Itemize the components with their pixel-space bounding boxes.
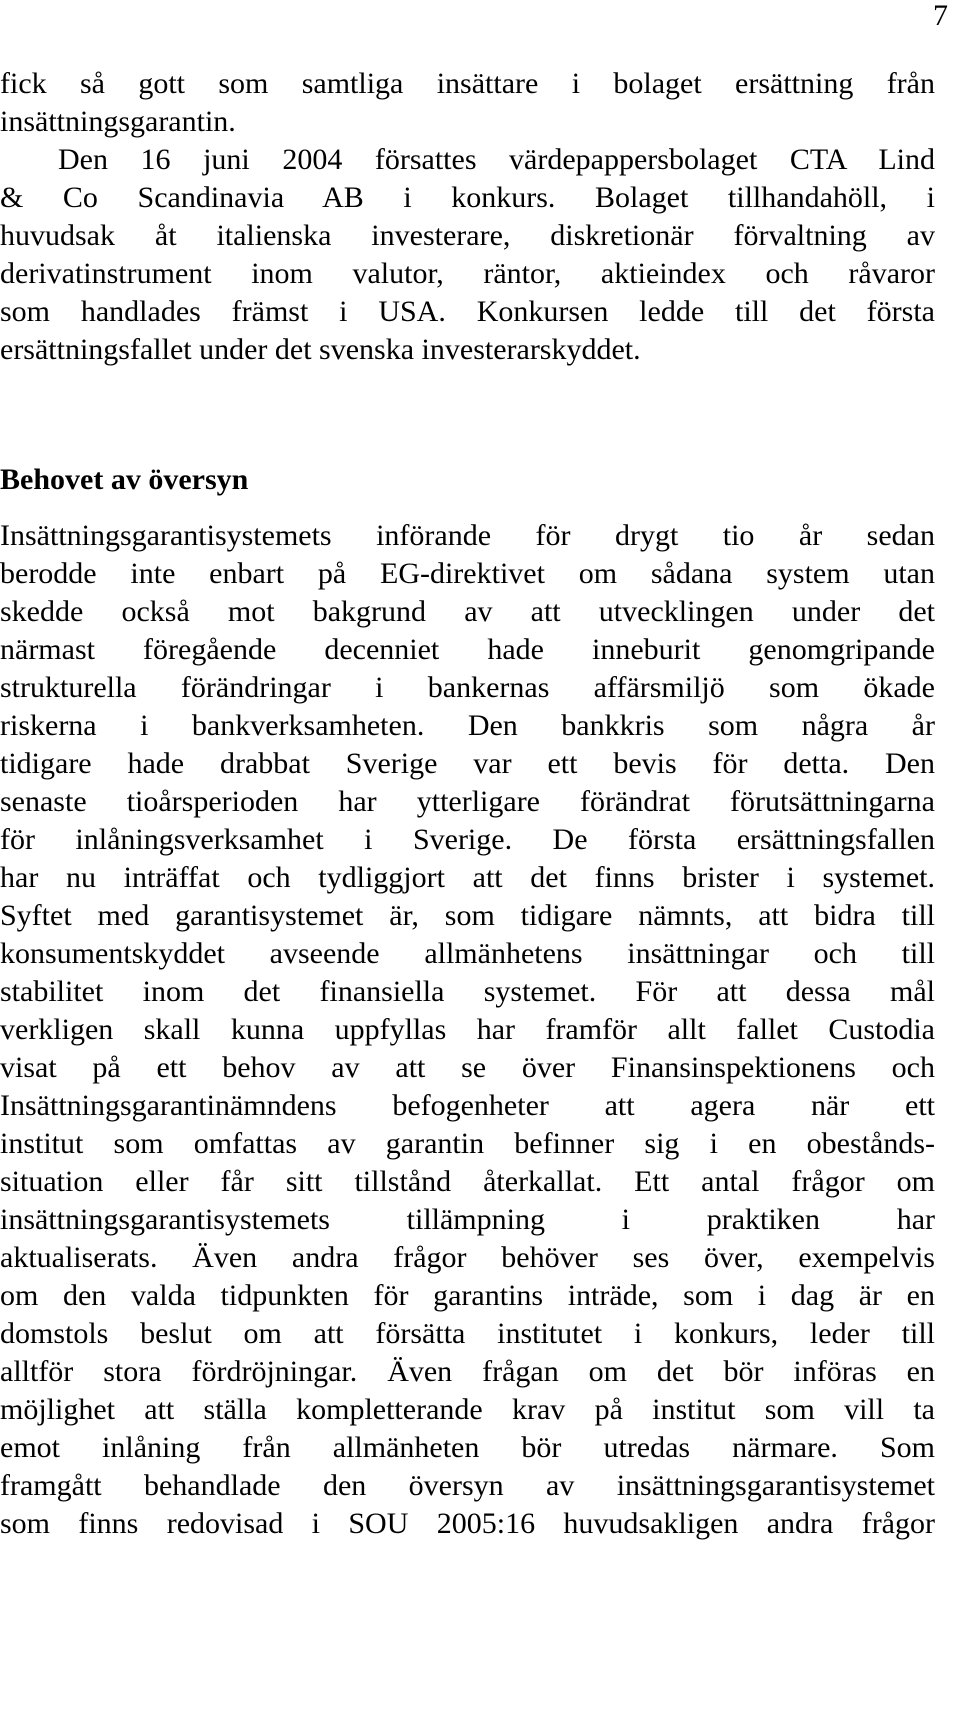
body-line: Insättningsgarantinämndens befogenheter att agera när ett bbox=[0, 1089, 935, 1122]
body-line: strukturella förändringar i bankernas affärsmiljö som ökade bbox=[0, 671, 935, 704]
body-line: skedde också mot bakgrund av att utvecklingen under det bbox=[0, 595, 935, 628]
intro-line: fick så gott som samtliga insättare i bolaget ersättning från bbox=[0, 67, 935, 100]
body-line: Insättningsgarantisystemets införande för drygt tio år sedan bbox=[0, 519, 935, 552]
intro-line: som handlades främst i USA. Konkursen ledde till det första bbox=[0, 295, 935, 328]
body-line: har nu inträffat och tydliggjort att det finns brister i systemet. bbox=[0, 861, 935, 894]
body-line: som finns redovisad i SOU 2005:16 huvudsakligen andra frågor bbox=[0, 1507, 935, 1540]
body-line: stabilitet inom det finansiella systemet. För att dessa mål bbox=[0, 975, 935, 1008]
body-line: emot inlåning från allmänheten bör utredas närmare. Som bbox=[0, 1431, 935, 1464]
section-heading: Behovet av översyn bbox=[0, 463, 249, 496]
intro-line: huvudsak åt italienska investerare, diskretionär förvaltning av bbox=[0, 219, 935, 252]
body-line: institut som omfattas av garantin befinner sig i en obestånds- bbox=[0, 1127, 935, 1160]
body-line: senaste tioårsperioden har ytterligare förändrat förutsättningarna bbox=[0, 785, 935, 818]
intro-line: & Co Scandinavia AB i konkurs. Bolaget tillhandahöll, i bbox=[0, 181, 935, 214]
body-line: domstols beslut om att försätta institutet i konkurs, leder till bbox=[0, 1317, 935, 1350]
body-line: konsumentskyddet avseende allmänhetens insättningar och till bbox=[0, 937, 935, 970]
intro-line: derivatinstrument inom valutor, räntor, aktieindex och råvaror bbox=[0, 257, 935, 290]
body-line: insättningsgarantisystemets tillämpning i praktiken har bbox=[0, 1203, 935, 1236]
body-line: tidigare hade drabbat Sverige var ett bevis för detta. Den bbox=[0, 747, 935, 780]
body-line: aktualiserats. Även andra frågor behöver ses över, exempelvis bbox=[0, 1241, 935, 1274]
body-line: närmast föregående decenniet hade inneburit genomgripande bbox=[0, 633, 935, 666]
body-line: om den valda tidpunkten för garantins inträde, som i dag är en bbox=[0, 1279, 935, 1312]
body-line: Syftet med garantisystemet är, som tidigare nämnts, att bidra till bbox=[0, 899, 935, 932]
body-line: framgått behandlade den översyn av insättningsgarantisystemet bbox=[0, 1469, 935, 1502]
body-line: alltför stora fördröjningar. Även frågan om det bör införas en bbox=[0, 1355, 935, 1388]
body-line: för inlåningsverksamhet i Sverige. De första ersättningsfallen bbox=[0, 823, 935, 856]
page-number: 7 bbox=[933, 0, 948, 32]
body-line: berodde inte enbart på EG-direktivet om sådana system utan bbox=[0, 557, 935, 590]
intro-line: insättningsgarantin. bbox=[0, 105, 236, 138]
body-line: möjlighet att ställa kompletterande krav på institut som vill ta bbox=[0, 1393, 935, 1426]
body-line: situation eller får sitt tillstånd återkallat. Ett antal frågor om bbox=[0, 1165, 935, 1198]
body-line: riskerna i bankverksamheten. Den bankkris som några år bbox=[0, 709, 935, 742]
intro-line: Den 16 juni 2004 försattes värdepappersbolaget CTA Lind bbox=[58, 143, 935, 176]
intro-line: ersättningsfallet under det svenska investerarskyddet. bbox=[0, 333, 641, 366]
body-line: visat på ett behov av att se över Finansinspektionens och bbox=[0, 1051, 935, 1084]
body-line: verkligen skall kunna uppfyllas har framför allt fallet Custodia bbox=[0, 1013, 935, 1046]
